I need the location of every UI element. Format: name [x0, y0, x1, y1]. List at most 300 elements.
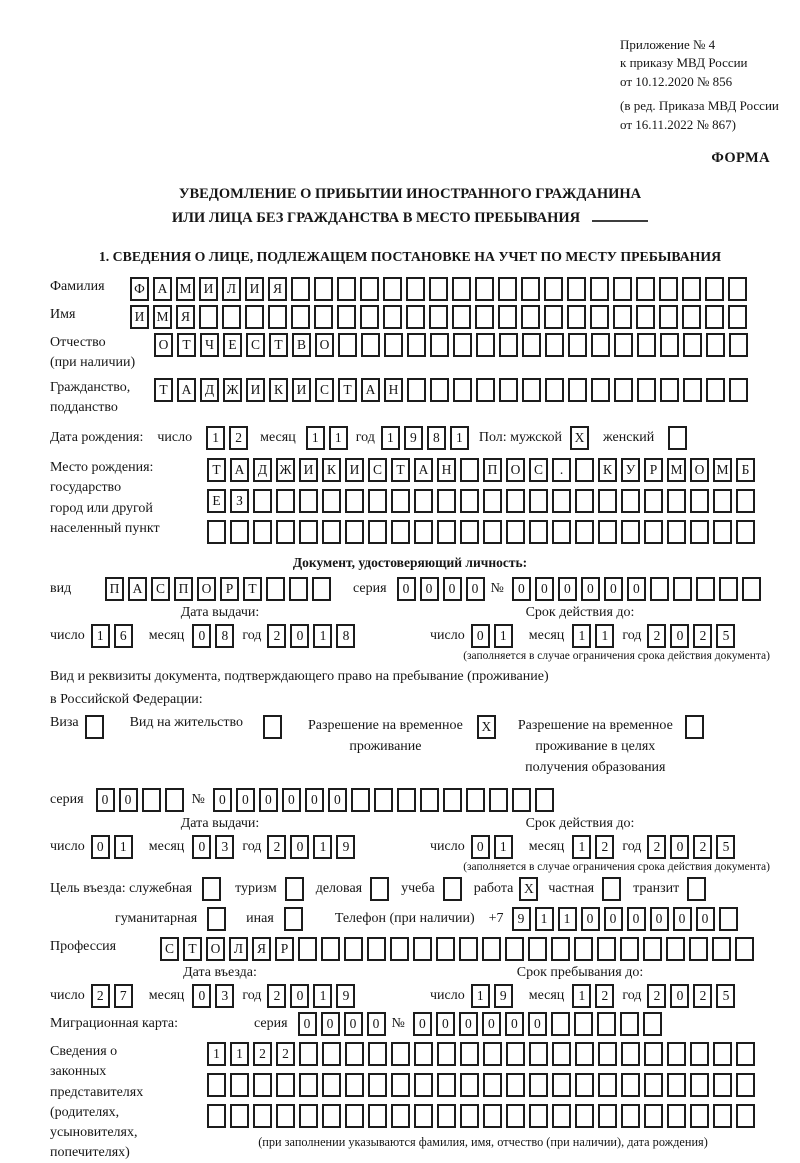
form-cell[interactable] [545, 333, 564, 357]
form-cell[interactable] [713, 1073, 732, 1097]
form-cell[interactable]: 0 [558, 577, 577, 601]
form-cell[interactable] [706, 378, 725, 402]
form-cell[interactable]: Ж [223, 378, 242, 402]
form-cell[interactable]: И [245, 277, 264, 301]
form-cell[interactable] [736, 1104, 755, 1128]
form-cell[interactable]: 0 [696, 907, 715, 931]
form-cell[interactable] [506, 1042, 525, 1066]
form-cell[interactable]: 0 [535, 577, 554, 601]
purpose-business-checkbox[interactable] [370, 877, 389, 901]
form-cell[interactable]: 1 [313, 835, 332, 859]
form-cell[interactable]: 0 [91, 835, 110, 859]
form-cell[interactable]: Л [222, 277, 241, 301]
form-cell[interactable]: Т [183, 937, 202, 961]
form-cell[interactable]: 2 [229, 426, 248, 450]
form-cell[interactable] [683, 378, 702, 402]
form-cell[interactable] [345, 1073, 364, 1097]
form-cell[interactable] [705, 277, 724, 301]
form-cell[interactable]: Я [252, 937, 271, 961]
form-cell[interactable]: 0 [436, 1012, 455, 1036]
form-cell[interactable] [522, 378, 541, 402]
form-cell[interactable] [476, 333, 495, 357]
form-cell[interactable]: 0 [192, 835, 211, 859]
form-cell[interactable] [443, 788, 462, 812]
form-cell[interactable]: 0 [471, 835, 490, 859]
purpose-official-checkbox[interactable] [202, 877, 221, 901]
form-cell[interactable] [436, 937, 455, 961]
form-cell[interactable] [705, 305, 724, 329]
form-cell[interactable]: 0 [627, 907, 646, 931]
visa-checkbox[interactable] [85, 715, 104, 739]
form-cell[interactable] [483, 520, 502, 544]
form-cell[interactable] [660, 378, 679, 402]
form-cell[interactable] [552, 520, 571, 544]
form-cell[interactable] [736, 1042, 755, 1066]
form-cell[interactable] [544, 305, 563, 329]
form-cell[interactable]: 0 [282, 788, 301, 812]
form-cell[interactable] [253, 1104, 272, 1128]
form-cell[interactable] [620, 1012, 639, 1036]
form-cell[interactable]: 2 [647, 624, 666, 648]
form-cell[interactable] [591, 333, 610, 357]
form-cell[interactable] [575, 1104, 594, 1128]
form-cell[interactable] [383, 305, 402, 329]
form-cell[interactable] [643, 937, 662, 961]
form-cell[interactable]: 0 [305, 788, 324, 812]
form-cell[interactable] [568, 378, 587, 402]
form-cell[interactable] [620, 937, 639, 961]
form-cell[interactable]: 2 [647, 984, 666, 1008]
form-cell[interactable] [706, 333, 725, 357]
form-cell[interactable] [713, 520, 732, 544]
form-cell[interactable]: 0 [96, 788, 115, 812]
form-cell[interactable] [268, 305, 287, 329]
form-cell[interactable] [736, 1073, 755, 1097]
form-cell[interactable] [644, 1042, 663, 1066]
residence-permit-checkbox[interactable] [263, 715, 282, 739]
form-cell[interactable]: А [128, 577, 147, 601]
form-cell[interactable]: 0 [290, 984, 309, 1008]
form-cell[interactable]: А [153, 277, 172, 301]
form-cell[interactable] [551, 937, 570, 961]
form-cell[interactable] [222, 305, 241, 329]
form-cell[interactable]: В [292, 333, 311, 357]
form-cell[interactable] [453, 333, 472, 357]
form-cell[interactable] [713, 1104, 732, 1128]
form-cell[interactable] [667, 1104, 686, 1128]
form-cell[interactable]: Я [176, 305, 195, 329]
form-cell[interactable]: 0 [119, 788, 138, 812]
form-cell[interactable] [660, 333, 679, 357]
form-cell[interactable]: Д [253, 458, 272, 482]
form-cell[interactable] [621, 1042, 640, 1066]
purpose-study-checkbox[interactable] [443, 877, 462, 901]
form-cell[interactable]: 2 [267, 984, 286, 1008]
form-cell[interactable] [552, 1042, 571, 1066]
form-cell[interactable]: И [130, 305, 149, 329]
form-cell[interactable]: А [230, 458, 249, 482]
form-cell[interactable]: 1 [313, 984, 332, 1008]
form-cell[interactable] [505, 937, 524, 961]
form-cell[interactable] [299, 1073, 318, 1097]
form-cell[interactable] [351, 788, 370, 812]
form-cell[interactable] [574, 1012, 593, 1036]
form-cell[interactable] [361, 333, 380, 357]
form-cell[interactable] [253, 1073, 272, 1097]
form-cell[interactable]: Н [437, 458, 456, 482]
form-cell[interactable]: 0 [259, 788, 278, 812]
form-cell[interactable]: 0 [192, 984, 211, 1008]
form-cell[interactable] [374, 788, 393, 812]
form-cell[interactable]: 2 [595, 984, 614, 1008]
purpose-work-checkbox[interactable]: X [519, 877, 538, 901]
form-cell[interactable] [728, 277, 747, 301]
form-cell[interactable]: Т [338, 378, 357, 402]
form-cell[interactable] [659, 305, 678, 329]
form-cell[interactable] [506, 1073, 525, 1097]
form-cell[interactable] [406, 305, 425, 329]
form-cell[interactable]: К [269, 378, 288, 402]
form-cell[interactable] [667, 520, 686, 544]
form-cell[interactable]: 9 [336, 835, 355, 859]
form-cell[interactable] [276, 520, 295, 544]
female-checkbox[interactable] [668, 426, 687, 450]
form-cell[interactable] [460, 489, 479, 513]
form-cell[interactable] [207, 1073, 226, 1097]
form-cell[interactable]: Т [154, 378, 173, 402]
form-cell[interactable] [337, 277, 356, 301]
form-cell[interactable] [299, 489, 318, 513]
form-cell[interactable] [299, 1042, 318, 1066]
form-cell[interactable]: С [246, 333, 265, 357]
form-cell[interactable] [338, 333, 357, 357]
form-cell[interactable]: 0 [512, 577, 531, 601]
form-cell[interactable] [689, 937, 708, 961]
form-cell[interactable] [552, 1104, 571, 1128]
form-cell[interactable]: 1 [572, 624, 591, 648]
form-cell[interactable]: 2 [276, 1042, 295, 1066]
form-cell[interactable]: 1 [558, 907, 577, 931]
form-cell[interactable]: С [315, 378, 334, 402]
form-cell[interactable] [276, 1104, 295, 1128]
form-cell[interactable]: Ж [276, 458, 295, 482]
form-cell[interactable] [552, 489, 571, 513]
form-cell[interactable]: 1 [572, 835, 591, 859]
form-cell[interactable] [344, 937, 363, 961]
form-cell[interactable]: 0 [236, 788, 255, 812]
form-cell[interactable]: 0 [650, 907, 669, 931]
form-cell[interactable] [437, 1042, 456, 1066]
form-cell[interactable]: К [322, 458, 341, 482]
form-cell[interactable] [437, 1073, 456, 1097]
form-cell[interactable]: А [361, 378, 380, 402]
form-cell[interactable]: Б [736, 458, 755, 482]
form-cell[interactable] [644, 1104, 663, 1128]
form-cell[interactable] [345, 1042, 364, 1066]
form-cell[interactable]: М [713, 458, 732, 482]
form-cell[interactable] [460, 458, 479, 482]
form-cell[interactable]: М [667, 458, 686, 482]
form-cell[interactable] [390, 937, 409, 961]
form-cell[interactable] [598, 520, 617, 544]
form-cell[interactable] [621, 1104, 640, 1128]
form-cell[interactable]: 8 [215, 624, 234, 648]
form-cell[interactable]: 3 [215, 835, 234, 859]
form-cell[interactable] [460, 1104, 479, 1128]
form-cell[interactable] [453, 378, 472, 402]
form-cell[interactable]: О [197, 577, 216, 601]
form-cell[interactable] [345, 1104, 364, 1128]
form-cell[interactable]: О [154, 333, 173, 357]
form-cell[interactable] [299, 1104, 318, 1128]
purpose-humanitarian-checkbox[interactable] [207, 907, 226, 931]
form-cell[interactable] [291, 277, 310, 301]
form-cell[interactable]: 0 [397, 577, 416, 601]
form-cell[interactable] [483, 1104, 502, 1128]
form-cell[interactable] [499, 333, 518, 357]
form-cell[interactable]: 0 [321, 1012, 340, 1036]
form-cell[interactable] [682, 277, 701, 301]
purpose-other-checkbox[interactable] [284, 907, 303, 931]
form-cell[interactable]: 0 [505, 1012, 524, 1036]
form-cell[interactable]: 2 [267, 835, 286, 859]
form-cell[interactable]: Р [220, 577, 239, 601]
form-cell[interactable] [614, 333, 633, 357]
form-cell[interactable] [420, 788, 439, 812]
form-cell[interactable]: 8 [427, 426, 446, 450]
form-cell[interactable]: 2 [647, 835, 666, 859]
form-cell[interactable]: 3 [215, 984, 234, 1008]
form-cell[interactable] [367, 937, 386, 961]
form-cell[interactable] [521, 277, 540, 301]
form-cell[interactable] [506, 489, 525, 513]
form-cell[interactable]: П [105, 577, 124, 601]
form-cell[interactable] [712, 937, 731, 961]
form-cell[interactable] [452, 277, 471, 301]
form-cell[interactable] [637, 333, 656, 357]
purpose-tourism-checkbox[interactable] [285, 877, 304, 901]
form-cell[interactable]: 1 [114, 835, 133, 859]
form-cell[interactable] [567, 277, 586, 301]
form-cell[interactable] [391, 489, 410, 513]
form-cell[interactable] [575, 520, 594, 544]
form-cell[interactable] [322, 1104, 341, 1128]
form-cell[interactable] [266, 577, 285, 601]
form-cell[interactable]: 1 [494, 624, 513, 648]
form-cell[interactable]: 1 [471, 984, 490, 1008]
form-cell[interactable] [345, 489, 364, 513]
form-cell[interactable] [368, 489, 387, 513]
form-cell[interactable] [230, 1104, 249, 1128]
form-cell[interactable] [199, 305, 218, 329]
form-cell[interactable] [621, 489, 640, 513]
form-cell[interactable] [498, 277, 517, 301]
form-cell[interactable] [429, 277, 448, 301]
form-cell[interactable]: 2 [253, 1042, 272, 1066]
form-cell[interactable] [719, 577, 738, 601]
form-cell[interactable]: 0 [471, 624, 490, 648]
form-cell[interactable]: Т [243, 577, 262, 601]
form-cell[interactable] [575, 1042, 594, 1066]
form-cell[interactable] [551, 1012, 570, 1036]
form-cell[interactable]: О [506, 458, 525, 482]
form-cell[interactable] [529, 1042, 548, 1066]
form-cell[interactable] [253, 489, 272, 513]
form-cell[interactable]: И [246, 378, 265, 402]
form-cell[interactable] [545, 378, 564, 402]
form-cell[interactable] [590, 277, 609, 301]
form-cell[interactable] [142, 788, 161, 812]
form-cell[interactable] [289, 577, 308, 601]
form-cell[interactable]: 1 [494, 835, 513, 859]
form-cell[interactable]: 1 [206, 426, 225, 450]
form-cell[interactable] [322, 520, 341, 544]
form-cell[interactable] [636, 277, 655, 301]
form-cell[interactable] [667, 489, 686, 513]
form-cell[interactable]: 2 [693, 624, 712, 648]
form-cell[interactable] [690, 520, 709, 544]
form-cell[interactable] [414, 1073, 433, 1097]
form-cell[interactable] [598, 489, 617, 513]
form-cell[interactable]: Я [268, 277, 287, 301]
form-cell[interactable] [506, 520, 525, 544]
form-cell[interactable]: 1 [450, 426, 469, 450]
form-cell[interactable] [499, 378, 518, 402]
form-cell[interactable] [729, 333, 748, 357]
form-cell[interactable]: 5 [716, 624, 735, 648]
form-cell[interactable] [637, 378, 656, 402]
form-cell[interactable] [230, 1073, 249, 1097]
form-cell[interactable] [729, 378, 748, 402]
form-cell[interactable]: 0 [420, 577, 439, 601]
form-cell[interactable] [621, 520, 640, 544]
form-cell[interactable] [207, 1104, 226, 1128]
form-cell[interactable] [414, 1104, 433, 1128]
form-cell[interactable] [575, 489, 594, 513]
form-cell[interactable] [414, 520, 433, 544]
form-cell[interactable]: 0 [466, 577, 485, 601]
form-cell[interactable]: Ч [200, 333, 219, 357]
form-cell[interactable] [742, 577, 761, 601]
purpose-transit-checkbox[interactable] [687, 877, 706, 901]
form-cell[interactable] [414, 1042, 433, 1066]
form-cell[interactable]: К [598, 458, 617, 482]
form-cell[interactable]: З [230, 489, 249, 513]
form-cell[interactable] [207, 520, 226, 544]
form-cell[interactable]: 1 [306, 426, 325, 450]
form-cell[interactable]: 0 [192, 624, 211, 648]
form-cell[interactable] [483, 489, 502, 513]
form-cell[interactable] [535, 788, 554, 812]
form-cell[interactable]: 1 [207, 1042, 226, 1066]
form-cell[interactable]: 7 [114, 984, 133, 1008]
form-cell[interactable]: О [690, 458, 709, 482]
form-cell[interactable] [613, 277, 632, 301]
form-cell[interactable] [276, 1073, 295, 1097]
form-cell[interactable]: 1 [329, 426, 348, 450]
form-cell[interactable] [598, 1104, 617, 1128]
form-cell[interactable]: 0 [670, 835, 689, 859]
form-cell[interactable] [713, 489, 732, 513]
form-cell[interactable] [406, 277, 425, 301]
form-cell[interactable] [736, 520, 755, 544]
form-cell[interactable]: 2 [693, 835, 712, 859]
form-cell[interactable]: 2 [595, 835, 614, 859]
form-cell[interactable] [590, 305, 609, 329]
form-cell[interactable] [322, 1073, 341, 1097]
form-cell[interactable] [597, 1012, 616, 1036]
form-cell[interactable] [644, 520, 663, 544]
form-cell[interactable]: 9 [512, 907, 531, 931]
form-cell[interactable] [322, 1042, 341, 1066]
form-cell[interactable]: 0 [443, 577, 462, 601]
form-cell[interactable] [506, 1104, 525, 1128]
form-cell[interactable]: 0 [213, 788, 232, 812]
form-cell[interactable]: П [483, 458, 502, 482]
form-cell[interactable]: 0 [673, 907, 692, 931]
form-cell[interactable] [368, 1042, 387, 1066]
form-cell[interactable]: 6 [114, 624, 133, 648]
form-cell[interactable] [498, 305, 517, 329]
form-cell[interactable] [667, 1042, 686, 1066]
form-cell[interactable] [391, 1042, 410, 1066]
form-cell[interactable]: 0 [627, 577, 646, 601]
form-cell[interactable] [489, 788, 508, 812]
form-cell[interactable] [360, 277, 379, 301]
form-cell[interactable]: 5 [716, 835, 735, 859]
form-cell[interactable]: А [414, 458, 433, 482]
form-cell[interactable]: 0 [581, 907, 600, 931]
form-cell[interactable]: 1 [381, 426, 400, 450]
male-checkbox[interactable]: X [570, 426, 589, 450]
form-cell[interactable] [459, 937, 478, 961]
form-cell[interactable]: 1 [572, 984, 591, 1008]
form-cell[interactable] [512, 788, 531, 812]
form-cell[interactable]: Д [200, 378, 219, 402]
form-cell[interactable] [407, 378, 426, 402]
form-cell[interactable]: У [621, 458, 640, 482]
form-cell[interactable] [368, 520, 387, 544]
form-cell[interactable]: 0 [328, 788, 347, 812]
form-cell[interactable] [321, 937, 340, 961]
form-cell[interactable]: 2 [693, 984, 712, 1008]
form-cell[interactable] [314, 305, 333, 329]
form-cell[interactable]: Ф [130, 277, 149, 301]
form-cell[interactable]: А [177, 378, 196, 402]
form-cell[interactable] [696, 577, 715, 601]
form-cell[interactable] [345, 520, 364, 544]
form-cell[interactable] [598, 1073, 617, 1097]
form-cell[interactable] [391, 1073, 410, 1097]
form-cell[interactable] [529, 1073, 548, 1097]
form-cell[interactable]: И [345, 458, 364, 482]
temp-residence-edu-checkbox[interactable] [685, 715, 704, 739]
form-cell[interactable] [682, 305, 701, 329]
form-cell[interactable] [276, 489, 295, 513]
form-cell[interactable]: Е [223, 333, 242, 357]
form-cell[interactable]: 0 [290, 835, 309, 859]
form-cell[interactable] [368, 1104, 387, 1128]
form-cell[interactable] [574, 937, 593, 961]
form-cell[interactable] [337, 305, 356, 329]
form-cell[interactable]: 0 [367, 1012, 386, 1036]
form-cell[interactable] [391, 520, 410, 544]
form-cell[interactable] [567, 305, 586, 329]
form-cell[interactable] [437, 489, 456, 513]
form-cell[interactable]: 2 [267, 624, 286, 648]
form-cell[interactable]: И [199, 277, 218, 301]
form-cell[interactable]: 0 [581, 577, 600, 601]
